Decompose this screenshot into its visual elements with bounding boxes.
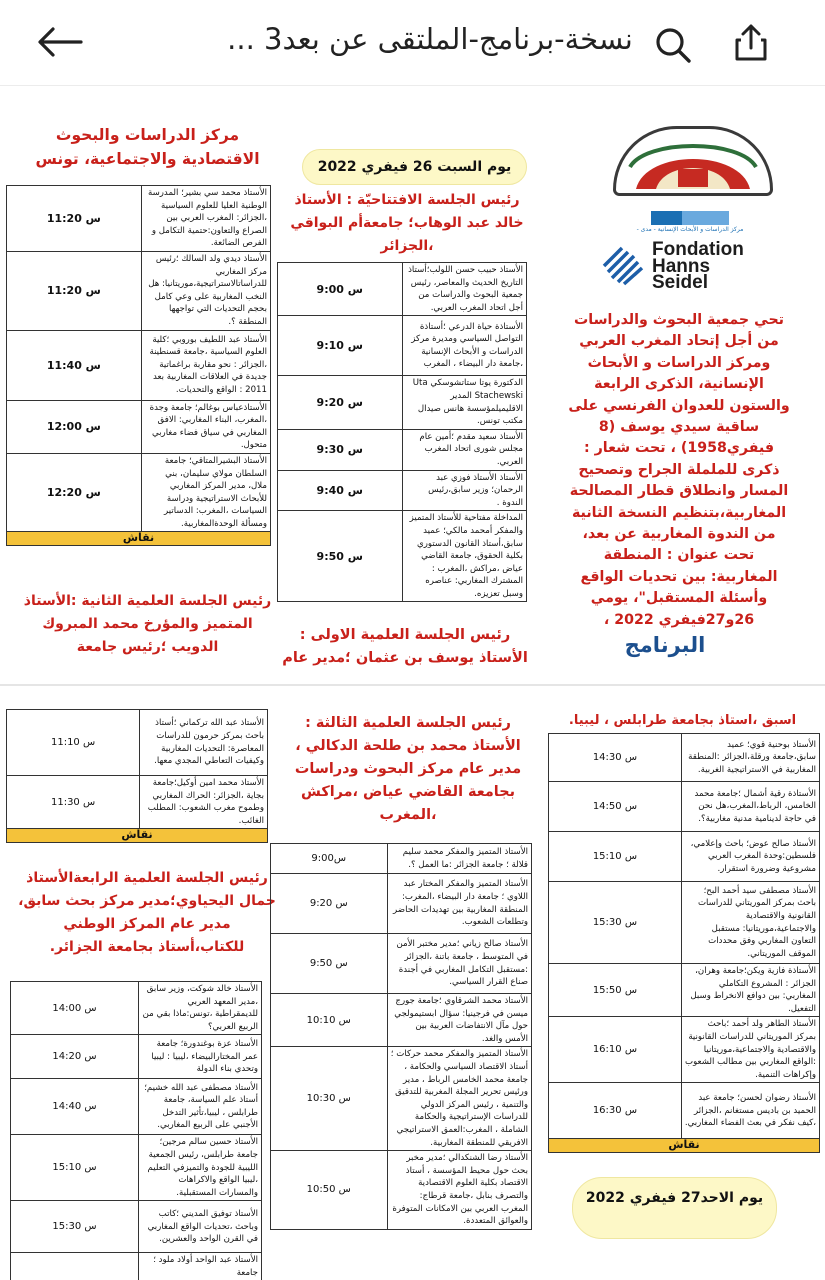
schedule-row [7, 453, 271, 532]
schedule-speaker: الأستاذة حياة الدرعي ؛أستاذة التواصل السياسي ومديرة مركز الدراسات و الأبحاث الإنسانية ،جامعة دار البيضاء ، المغرب [402, 316, 527, 376]
right-session-table [548, 733, 820, 1153]
schedule-row [278, 316, 527, 376]
schedule-time: س 14:30 [549, 734, 682, 782]
schedule-row [11, 1135, 262, 1201]
schedule-speaker: الأستاذ المتميز والمفكر محمد حركات ؛أستاذ الاقتصاد السياسي والحكامة ، جامعة محمد الخامس الرباط ، مدير ورئيس تحرير المجلة المغربية للتدقيق والتنمية ، رئيس المركز الدولي للدراسات الإستراتيجية والحكامة الشاملة ، المغرب:العمق الاستراتيجي الافريقي للمنطقة المغاربية. [387, 1047, 531, 1151]
discussion-label: نقاش [7, 532, 271, 546]
schedule-row [7, 776, 268, 829]
schedule-row [549, 1083, 820, 1139]
schedule-speaker: الأستاذ الطاهر ولد أحمد ؛باحث بمركز الموريتاني للدراسات القانونية والاقتصادية والاجتماعية،موريتانيا :الواقع المغاربي بين مطالب الشعوب وإكراهات التنمية. [681, 1017, 819, 1083]
schedule-row [549, 964, 820, 1017]
schedule-row [271, 1047, 532, 1151]
schedule-speaker: الأستاذعباس بوغالم؛ جامعة وجدة ،المغرب، البناء المغاربي: الافق المغاربي في سياق فضاء مغاربي متحول. [141, 400, 270, 453]
day1-banner: يوم السبت 26 فيفري 2022 [302, 149, 527, 185]
schedule-time: س 11:40 [7, 330, 142, 400]
schedule-time: س 15:30 [11, 1201, 139, 1253]
share-icon[interactable] [730, 20, 772, 64]
schedule-speaker: الأستاذ رضوان لحسن؛ جامعة عبد الحميد بن باديس مستغانم ،الجزائر ،كيف نفكر في بعث الفضاء المغاربي. [681, 1083, 819, 1139]
schedule-row [271, 934, 532, 994]
schedule-time: س 15:30 [549, 882, 682, 964]
schedule-row [278, 470, 527, 511]
document-title: نسخة-برنامج-الملتقى عن بعد3 ... [227, 22, 633, 56]
schedule-speaker: الأستاذ مصطفى سيد أحمد البح؛باحث بمركز الموريتاني للدراسات القانونية والاقتصادية والاجتماعية،موريتانيا: مستقبل التعاون المغاربي وفق محددات الموقف الموريتاني. [681, 882, 819, 964]
schedule-row [549, 832, 820, 882]
schedule-row [7, 400, 271, 453]
schedule-row [278, 511, 527, 602]
schedule-speaker: الأستاذ محمد سي بشير؛ المدرسة الوطنية العليا للعلوم السياسية ،الجزائر: المغرب العربي بين الصراع والتعاون:حتمية التكامل و الفرص الضائعة. [141, 186, 270, 252]
schedule-time: س 10:10 [271, 994, 388, 1047]
page-separator [0, 684, 825, 686]
schedule-time: س 9:30 [278, 429, 403, 470]
schedule-time: س 14:20 [11, 1035, 139, 1079]
schedule-speaker: الأستاذ سعيد مقدم ؛أمين عام مجلس شورى اتحاد المغرب العربي. [402, 429, 527, 470]
schedule-time: س 15:10 [11, 1135, 139, 1201]
schedule-speaker: الأستاذ ديدي ولد السالك ؛رئيس مركز المغاربي للدراساتالاستراتيجية،موريتانيا: هل النخب المغاربية على وعي كامل بحجم التحديات التي تواجهها المنطقة ؟. [141, 251, 270, 330]
fourth-session-chair: رئيس الجلسة العلمية الرابعةالأستاذ جمال اليحياوي؛مدير مركز بحث سابق، مدير عام المركز الوطني للكتاب،أستاذ بجامعة الجزائر. [18, 870, 276, 955]
schedule-row [549, 734, 820, 782]
schedule-time: س 9:40 [278, 470, 403, 511]
schedule-speaker: الأستاذة فازية ويكن؛جامعة وهران، الجزائر : المشروع التكاملي المغاربي: بين دوافع الانخراط وسبل التفعيل. [681, 964, 819, 1017]
schedule-time: س 9:50 [271, 934, 388, 994]
schedule-speaker: المداخلة مفتاحية للأستاذ المتميز والمفكر أمحمد مالكي؛ عميد سابق،أستاذ القانون الدستوري بكلية الحقوق، جامعة القاضي عياض ،مراكش ،المغرب : المشترك المغاربي: عناصره وسبل تعزيزه. [402, 511, 527, 602]
schedule-speaker: الأستاذ مصطفى عبد الله خشيم؛أستاذ علم السياسة، جامعة طرابلس ، ليبيا،تأثير التدخل الأجنبي على الربيع المغاربي. [139, 1079, 262, 1135]
fondation-line-2: Hanns [652, 255, 711, 277]
schedule-speaker: الأستاذ صالح زياني ؛مدير مختبر الأمن في المتوسط ، جامعة باتنة ،الجزائر :مستقبل التكامل المغاربي في أجندة صناع القرار السياسي. [387, 934, 531, 994]
third-session-chair: رئيس الجلسة العلمية الثالثة : الأستاذ محمد بن طلحة الدكالي ، مدير عام مركز البحوث ودراسات بجامعة القاضي عياض ،مراكش ،المغرب [294, 715, 522, 823]
schedule-time: س 16:30 [549, 1083, 682, 1139]
research-center-logo [651, 211, 729, 225]
schedule-time: س 15:10 [549, 832, 682, 882]
schedule-speaker: الأستاذ رضا الشنكدالي ؛مدير مخبر بحث حول محيط المؤسسة ، أستاذ الاقتصاد بكلية العلوم الاقتصادية والتصرف بنابل ،جامعة قرطاج: المغرب العربي بين الامكانات المتوفرة والعوائق المتعددة. [387, 1151, 531, 1230]
program-label: البرنامج [624, 633, 706, 657]
schedule-speaker: الأستاذ عزة بوغندورة؛ جامعة عمر المختارالبيضاء ،ليبيا : ليبيا وتحدي بناء الدولة [139, 1035, 262, 1079]
org-title: مركز الدراسات والبحوث الاقتصادية والاجتماعية، تونس [35, 126, 260, 168]
schedule-speaker: الأستاذ صالح عوض؛ باحث وإعلامي، فلسطين:وحدة المغرب العربي مشروعية وضرورة استقرار. [681, 832, 819, 882]
schedule-row [11, 1253, 262, 1280]
schedule-time: س 12:20 [7, 453, 142, 532]
schedule-row [7, 251, 271, 330]
schedule-row [278, 376, 527, 429]
schedule-speaker: الأستاذ المتميز والمفكر محمد سليم قلالة ؛ جامعة الجزائر :ما العمل ؟. [387, 844, 531, 874]
first-session-chair: رئيس الجلسة العلمية الاولى : الأستاذ يوسف بن عثمان ؛مدير عام [282, 627, 528, 666]
schedule-speaker: الأستاذ خالد شوكت، وزير سابق ،مدير المعهد العربي للديمقراطية ،تونس:ماذا بقي من الربيع العربي؟ [139, 982, 262, 1035]
discussion-row [7, 532, 271, 546]
schedule-row [549, 882, 820, 964]
discussion-row [7, 829, 268, 843]
app-toolbar [0, 0, 825, 86]
discussion-label: نقاش [7, 829, 268, 843]
schedule-speaker: الأستاذ حبيب حسن اللولب؛أستاذ التاريخ الحديث والمعاصر، رئيس جمعية البحوث والدراسات من أجل اتحاد المغرب العربي. [402, 263, 527, 316]
schedule-time: س 16:10 [549, 1017, 682, 1083]
association-logo [613, 126, 773, 196]
schedule-speaker: الأستاذ توفيق المديني ؛كاتب وباحث ،تحديات الواقع المغاربي في القرن الواحد والعشرين. [139, 1201, 262, 1253]
schedule-row [278, 263, 527, 316]
schedule-row [11, 1035, 262, 1079]
schedule-speaker: الأستاذ عبد الواحد أولاد ملود ؛جامعة [139, 1253, 262, 1280]
schedule-speaker: الدكتورة يوتا ستاتشوسكي Uta Stachewski المدير الاقليميلمؤسسة هانس صيدال مكتب تونس. [402, 376, 527, 429]
schedule-time: س 14:00 [11, 982, 139, 1035]
opening-session-table [277, 262, 527, 602]
schedule-time: س 11:30 [7, 776, 140, 829]
discussion-row [549, 1139, 820, 1153]
schedule-time: س 11:20 [7, 251, 142, 330]
intro-text: تحي جمعية البحوث والدراسات من أجل إتحاد المغرب العربي ومركز الدراسات و الأبحاث الإنسانية، الذكرى الرابعة والستون للعدوان الفرنسي على ساقية سيدي يوسف (8 فيفري1958) ، تحت شعار : ذكرى للململة الجراح وتصحيح المسار وانطلاق قطار المصالحة المغاربية،بتنظيم النسخة الثانية من الندوة المغاربية عن بعد، تحت عنوان : المنطقة المغاربية: بين تحديات الواقع وأسئلة المستقبل"، يومي 26و27فيفري 2022 ، [568, 312, 790, 628]
discussion-label: نقاش [549, 1139, 820, 1153]
schedule-speaker: الأستاذ عبد اللطيف بوروبي ؛كلية العلوم السياسية ،جامعة قسنطينة ،الجزائر : نحو مقاربة براغماتية جديدة في العلاقات المغاربية بعد 2011 : الواقع والتحديات. [141, 330, 270, 400]
schedule-time: س9:00 [271, 844, 388, 874]
schedule-time: س 14:40 [11, 1079, 139, 1135]
schedule-time: س 9:10 [278, 316, 403, 376]
third-session-table [270, 843, 532, 1230]
opening-chair: رئيس الجلسة الافتتاحيّة : الأستاذ خالد عبد الوهاب؛ جامعةأم البواقي ،الجزائر [290, 192, 524, 254]
schedule-speaker: الأستاذ البشيرالمتاقي؛ جامعة السلطان مولاي سليمان، بني ملال، مدير المركز المغاربي للأبحاث الاستراتيجية ودراسة السياسات ،المغرب: الدساتير ومسألة الوحدةالمغاربية. [141, 453, 270, 532]
schedule-speaker: الأستاذ المتميز والمفكر المختار عبد اللاوي ؛ جامعة دار البيضاء ،المغرب: المنطقة المغاربية بين تهديدات الحاضر وتطلعات الشعوب. [387, 874, 531, 934]
right-session-chair: اسبق ،استاذ بجامعة طرابلس ، ليبيا. [568, 713, 797, 728]
schedule-time: س 14:50 [549, 782, 682, 832]
schedule-row [549, 782, 820, 832]
schedule-row [11, 1079, 262, 1135]
schedule-row [11, 982, 262, 1035]
schedule-time: س 9:20 [278, 376, 403, 429]
schedule-speaker: الأستاذ محمد امين أوكيل؛جامعة بجاية ،الجزائر: الحراك المغاربي وطموح مغرب الشعوب: المطلب الغائب. [140, 776, 268, 829]
schedule-row [549, 1017, 820, 1083]
schedule-speaker: الأستاذ عبد الله تركماني ؛أستاذ باحث بمركز حرمون للدراسات المعاصرة: التحديات المغاربية وكيفيات التعاطي المجدي معها. [140, 710, 268, 776]
schedule-speaker: الأستاذ حسين سالم مرجين؛ جامعة طرابلس، رئيس الجمعية الليبية للجودة والتميزفي التعليم ،ليبيا الواقع والاكراهات والمسارات المستقبلية. [139, 1135, 262, 1201]
first-session-table [6, 185, 271, 546]
schedule-row [7, 710, 268, 776]
schedule-row [7, 330, 271, 400]
schedule-time: س 11:10 [7, 710, 140, 776]
schedule-time: س 11:20 [7, 186, 142, 252]
schedule-time: س 15:50 [549, 964, 682, 1017]
back-arrow-icon[interactable] [34, 22, 86, 62]
schedule-speaker: الأستاذ الأستاذ فوزي عبد الرحمان؛ وزير سابق،رئيس الندوة . [402, 470, 527, 511]
fondation-line-1: Fondation [652, 239, 744, 260]
schedule-time: س 9:00 [278, 263, 403, 316]
schedule-row [7, 186, 271, 252]
schedule-time: س 12:00 [7, 400, 142, 453]
schedule-time: س 10:50 [271, 1151, 388, 1230]
research-center-caption: مركز الدراسات و الأبحاث الإنسانية - مدى - [636, 226, 744, 233]
schedule-row [11, 1201, 262, 1253]
schedule-time: س 10:30 [271, 1047, 388, 1151]
schedule-time: س 9:20 [271, 874, 388, 934]
schedule-speaker: الأستاذ محمد الشرقاوي ؛جامعة جورج ميسن في فرجينيا: سؤال ابستيمولجي حول مآل الانتفاضات العربية بين الأمس والغد. [387, 994, 531, 1047]
fondation-name [652, 239, 744, 293]
schedule-row [271, 1151, 532, 1230]
schedule-row [271, 994, 532, 1047]
fondation-line-3: Seidel [652, 272, 708, 293]
fondation-logo-mark [602, 244, 644, 286]
schedule-row [271, 844, 532, 874]
schedule-speaker: الأستاذ بوحنية قوي؛ عميد سابق،جامعة ورقلة،الجزائر :المنطقة المغاربية في الاستراتيجية الغربية. [681, 734, 819, 782]
schedule-row [271, 874, 532, 934]
schedule-row [278, 429, 527, 470]
second-session-table [6, 709, 268, 843]
schedule-time: س 9:50 [278, 511, 403, 602]
day2-banner: يوم الاحد27 فيفري 2022 [572, 1177, 777, 1239]
search-icon[interactable] [652, 24, 694, 66]
schedule-speaker: الأستاذة رقية أشمال ؛جامعة محمد الخامس، الرباط،المغرب،هل نحن في حاجة لدينامية مدنية مغاربية؟. [681, 782, 819, 832]
schedule-time [11, 1253, 139, 1280]
second-session-chair: رئيس الجلسة العلمية الثانية :الأستاذ المتميز والمؤرخ محمد المبروك الدويب ؛رئيس جامعة [23, 593, 272, 655]
fourth-session-table [10, 981, 262, 1280]
